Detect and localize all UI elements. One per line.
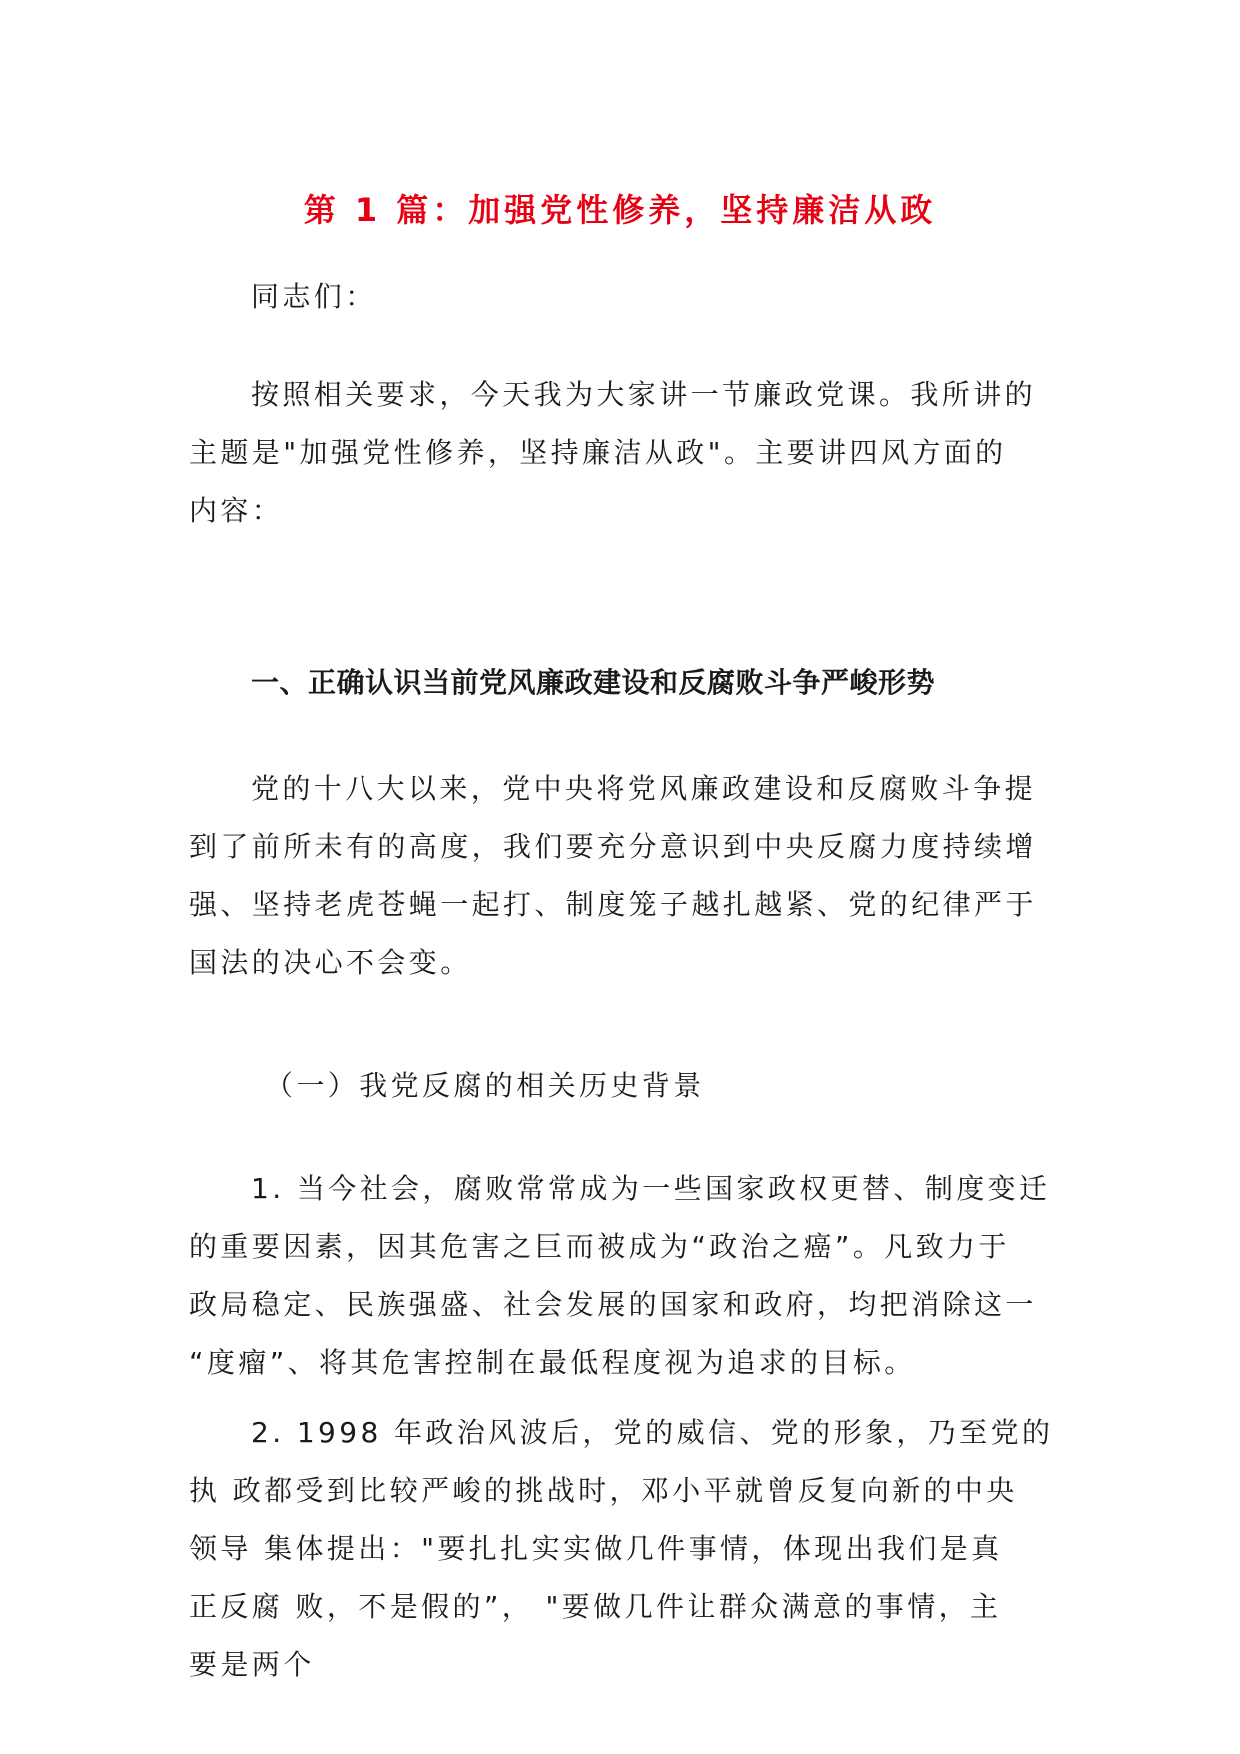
paragraph-line: 国法的决心不会变。	[189, 946, 472, 979]
paragraph-line: 1. 当今社会，腐败常常成为一些国家政权更替、制度变迁	[251, 1172, 1051, 1205]
point1-paragraph	[189, 1160, 1051, 1392]
intro-line: 按照相关要求，今天我为大家讲一节廉政党课。我所讲的	[251, 378, 1037, 411]
paragraph-line: 政局稳定、民族强盛、社会发展的国家和政府，均把消除这一	[189, 1288, 1037, 1321]
intro-line: 主题是"加强党性修养，坚持廉洁从政"。主要讲四风方面的	[189, 436, 1007, 469]
paragraph-line: 强、坚持老虎苍蝇一起打、制度笼子越扎越紧、党的纪律严于	[189, 888, 1037, 921]
salutation-text: 同志们：	[251, 280, 377, 313]
paragraph-line: 领导 集体提出："要扎扎实实做几件事情，体现出我们是真	[189, 1532, 1003, 1565]
paragraph-line: “度瘤”、将其危害控制在最低程度视为追求的目标。	[189, 1346, 916, 1379]
paragraph-line: 党的十八大以来，党中央将党风廉政建设和反腐败斗争提	[251, 772, 1037, 805]
intro-line: 内容：	[189, 494, 284, 527]
paragraph-line: 到了前所未有的高度，我们要充分意识到中央反腐力度持续增	[189, 830, 1037, 863]
section1-paragraph	[189, 760, 1051, 992]
paragraph-line: 2. 1998 年政治风波后，党的威信、党的形象，乃至党的	[251, 1416, 1054, 1449]
subsection-heading: （一）我党反腐的相关历史背景	[265, 1069, 705, 1102]
salutation	[189, 268, 1051, 326]
section-heading: 一、正确认识当前党风廉政建设和反腐败斗争严峻形势	[251, 666, 936, 699]
paragraph-line: 执 政都受到比较严峻的挑战时，邓小平就曾反复向新的中央	[189, 1474, 1018, 1507]
paragraph-line: 正反腐 败，不是假的”， "要做几件让群众满意的事情，主	[189, 1590, 1002, 1623]
paragraph-line: 要是两个	[189, 1648, 315, 1681]
document-title: 第 1 篇：加强党性修养，坚持廉洁从政	[303, 191, 937, 229]
intro-paragraph	[189, 366, 1051, 540]
paragraph-line: 的重要因素，因其危害之巨而被成为“政治之癌”。凡致力于	[189, 1230, 1010, 1263]
point2-paragraph	[189, 1404, 1054, 1694]
